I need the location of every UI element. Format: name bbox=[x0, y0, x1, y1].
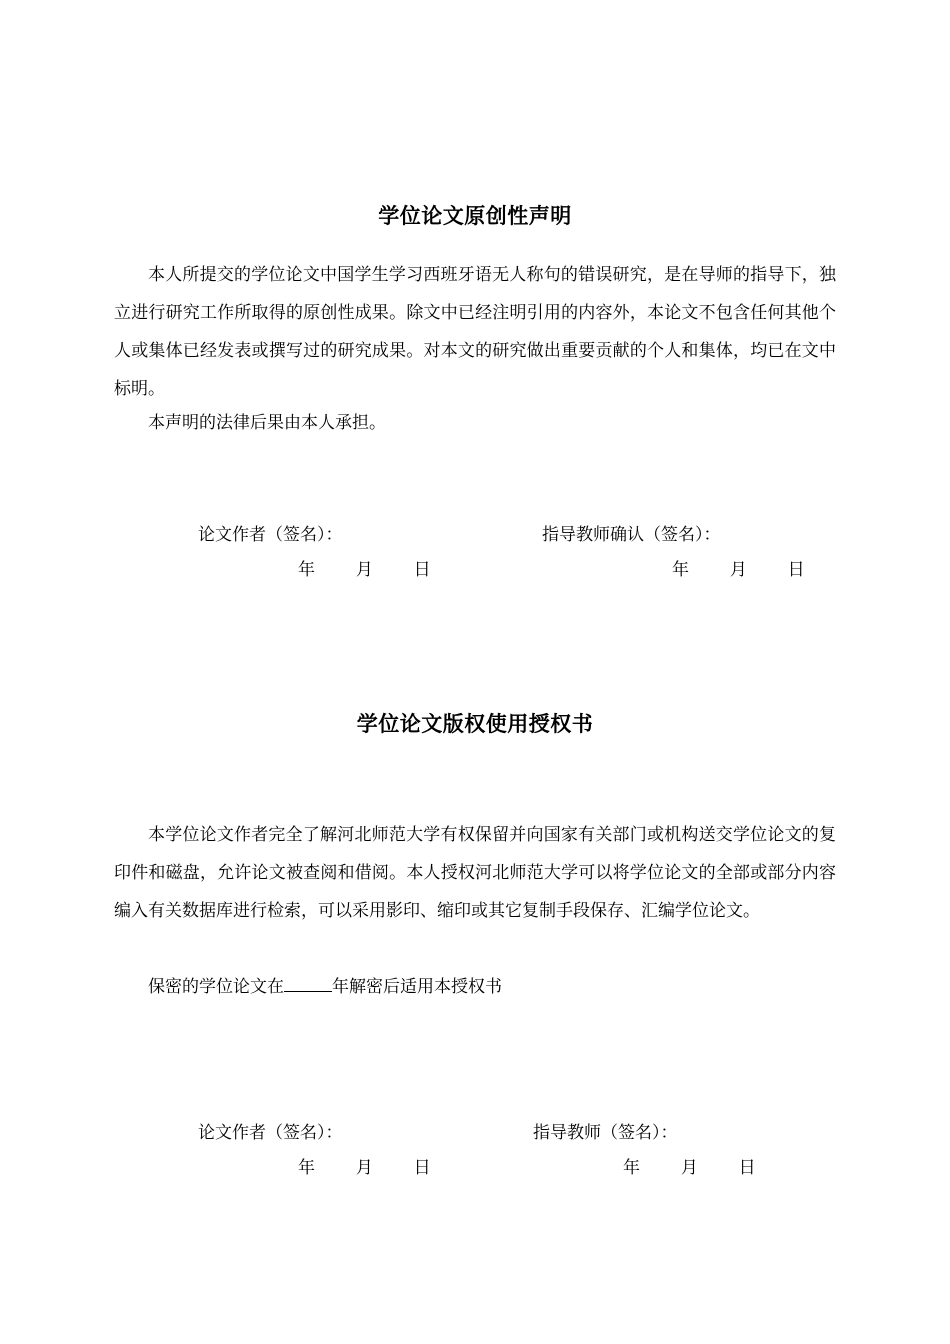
authorization-author-date bbox=[298, 1153, 431, 1178]
authorization-advisor-date bbox=[623, 1153, 756, 1178]
originality-paragraph-1: 本人所提交的学位论文中国学生学习西班牙语无人称句的错误研究，是在导师的指导下，独立进行研究工作所取得的原创性成果。除文中已经注明引用的内容外，本论文不包含任何其他个人或集体已经发表或撰写过的研究成果。对本文的研究做出重要贡献的个人和集体，均已在文中标明。 bbox=[114, 265, 836, 399]
date-month: 月 bbox=[355, 1158, 373, 1178]
authorization-paragraph-1: 本学位论文作者完全了解河北师范大学有权保留并向国家有关部门或机构送交学位论文的复印件和磁盘，允许论文被查阅和借阅。本人授权河北师范大学可以将学位论文的全部或部分内容编入有关数据库进行检索，可以采用影印、缩印或其它复制手段保存、汇编学位论文。 bbox=[114, 825, 836, 921]
date-month: 月 bbox=[355, 560, 373, 580]
originality-advisor-date bbox=[672, 555, 805, 580]
date-day: 日 bbox=[738, 1158, 756, 1178]
originality-advisor-signature-label: 指导教师确认（签名）： bbox=[542, 525, 721, 545]
confidential-years-blank[interactable] bbox=[284, 977, 332, 992]
date-day: 日 bbox=[787, 560, 805, 580]
date-day: 日 bbox=[413, 560, 431, 580]
confidential-prefix: 保密的学位论文在 bbox=[148, 977, 284, 997]
originality-paragraph-2: 本声明的法律后果由本人承担。 bbox=[148, 413, 386, 433]
originality-author-date bbox=[298, 555, 431, 580]
confidential-clause bbox=[148, 972, 502, 997]
date-year: 年 bbox=[298, 560, 315, 580]
date-year: 年 bbox=[298, 1158, 315, 1178]
authorization-author-signature-label: 论文作者（签名）： bbox=[198, 1123, 343, 1143]
date-month: 月 bbox=[729, 560, 747, 580]
originality-title: 学位论文原创性声明 bbox=[378, 204, 572, 228]
confidential-suffix: 年解密后适用本授权书 bbox=[332, 977, 502, 997]
authorization-title: 学位论文版权使用授权书 bbox=[356, 712, 594, 736]
date-year: 年 bbox=[623, 1158, 640, 1178]
date-month: 月 bbox=[680, 1158, 698, 1178]
authorization-advisor-signature-label: 指导教师（签名）： bbox=[533, 1123, 678, 1143]
originality-author-signature-label: 论文作者（签名）： bbox=[198, 525, 343, 545]
date-year: 年 bbox=[672, 560, 689, 580]
date-day: 日 bbox=[413, 1158, 431, 1178]
